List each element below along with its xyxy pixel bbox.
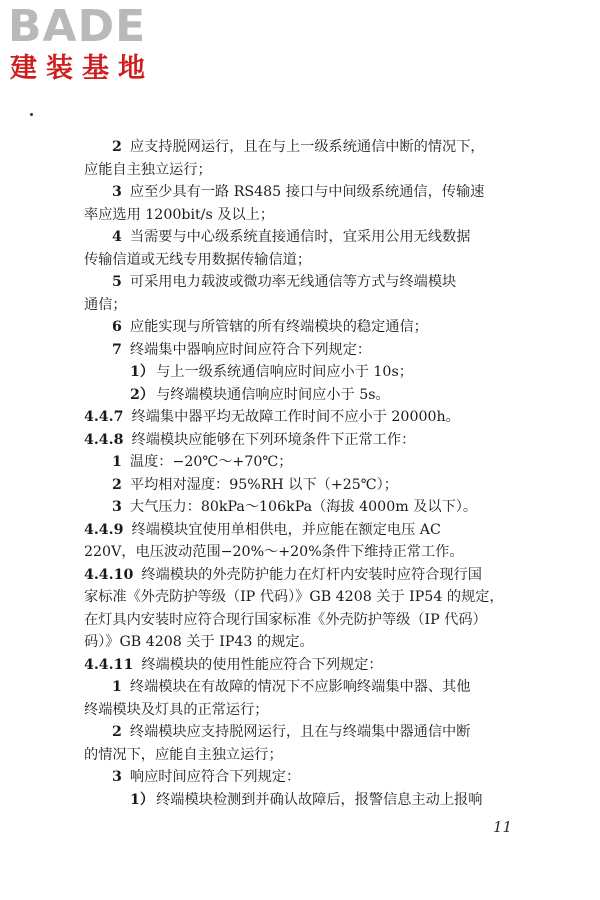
text-line — [84, 226, 530, 249]
line-text: 220V，电压波动范围−20%～+20%条件下维持正常工作。 — [84, 544, 464, 560]
text-line — [84, 586, 530, 609]
text-line — [84, 406, 530, 429]
clause-number: 4.4.7 — [84, 409, 124, 425]
text-line — [84, 384, 530, 407]
document-body — [84, 136, 530, 811]
text-line — [84, 699, 530, 722]
text-line — [84, 294, 530, 317]
clause-number: 4.4.10 — [84, 566, 134, 583]
line-text: 应能实现与所管辖的所有终端模块的稳定通信； — [129, 319, 428, 335]
line-text: 终端集中器平均无故障工作时间不应小于 20000h。 — [131, 409, 460, 425]
text-line — [84, 159, 530, 182]
line-text: 平均相对湿度：95%RH 以下（+25℃）； — [129, 476, 398, 493]
line-text: 当需要与中心级系统直接通信时，宜采用公用无线数据 — [129, 229, 471, 245]
text-line — [84, 249, 530, 272]
line-text: 应至少具有一路 RS485 接口与中间级系统通信，传输速 — [129, 184, 485, 200]
item-number: 2 — [112, 724, 122, 740]
line-text: 率应选用 1200bit/s 及以上； — [84, 206, 275, 223]
clause-number: 4.4.11 — [84, 656, 134, 673]
line-text: 与终端模块通信响应时间应小于 5s。 — [156, 386, 390, 403]
item-number: 7 — [112, 341, 122, 358]
logo — [8, 1, 178, 86]
item-number: 3 — [112, 184, 122, 200]
text-line — [84, 451, 530, 474]
line-text: 可采用电力载波或微功率无线通信等方式与终端模块 — [129, 274, 457, 290]
text-line — [84, 609, 530, 632]
line-text: 终端模块及灯具的正常运行； — [84, 701, 269, 718]
item-number: 2 — [112, 139, 122, 155]
line-text: 的情况下，应能自主独立运行； — [84, 746, 283, 763]
text-line — [84, 361, 530, 384]
line-text: 应能自主独立运行； — [84, 161, 212, 178]
item-number: 1） — [130, 791, 155, 808]
logo-text-en: BADE — [8, 1, 147, 52]
line-text: 终端模块在有故障的情况下不应影响终端集中器、其他 — [129, 679, 471, 695]
line-text: 终端集中器响应时间应符合下列规定： — [129, 341, 372, 358]
page-number: 11 — [493, 818, 513, 836]
line-text: 传输信道或无线专用数据传输信道； — [84, 251, 312, 268]
item-number: 3 — [112, 499, 122, 515]
clause-number: 4.4.8 — [84, 431, 124, 448]
text-line — [84, 271, 530, 294]
text-line — [84, 541, 530, 564]
item-number: 5 — [112, 274, 122, 290]
line-text: 响应时间应符合下列规定： — [129, 769, 301, 785]
scan-dot — [30, 113, 33, 116]
text-line — [84, 631, 530, 654]
text-line — [84, 339, 530, 362]
text-line — [84, 496, 530, 519]
line-text: 温度：−20℃～+70℃； — [129, 454, 293, 470]
text-line — [84, 204, 530, 227]
line-text: 与上一级系统通信响应时间应小于 10s； — [156, 364, 413, 380]
line-text: 码）》GB 4208 关于 IP43 的规定。 — [84, 634, 314, 650]
item-number: 2） — [130, 386, 155, 403]
text-line — [84, 789, 530, 812]
text-line — [84, 429, 530, 452]
text-line — [84, 721, 530, 744]
item-number: 1 — [112, 454, 122, 470]
clause-number: 4.4.9 — [84, 521, 124, 538]
line-text: 通信； — [84, 296, 127, 313]
text-line — [84, 766, 530, 789]
item-number: 3 — [112, 769, 122, 785]
item-number: 4 — [112, 229, 122, 245]
text-line — [84, 316, 530, 339]
line-text: 应支持脱网运行，且在与上一级系统通信中断的情况下， — [129, 139, 485, 155]
line-text: 在灯具内安装时应符合现行国家标准《外壳防护等级（IP 代码） — [84, 611, 487, 628]
text-line — [84, 136, 530, 159]
text-line — [84, 474, 530, 497]
line-text: 大气压力：80kPa～106kPa（海拔 4000m 及以下）。 — [129, 499, 478, 515]
text-line — [84, 181, 530, 204]
text-line — [84, 654, 530, 677]
line-text: 终端模块检测到并确认故障后，报警信息主动上报响 — [156, 791, 483, 808]
line-text: 终端模块的使用性能应符合下列规定： — [141, 656, 383, 673]
item-number: 6 — [112, 319, 122, 335]
text-line — [84, 519, 530, 542]
line-text: 终端模块宜使用单相供电，并应能在额定电压 AC — [131, 521, 441, 538]
logo-text-cn: 建装基地 — [10, 53, 154, 84]
line-text: 家标准《外壳防护等级（IP 代码）》GB 4208 关于 IP54 的规定， — [84, 589, 504, 605]
line-text: 终端模块应能够在下列环境条件下正常工作： — [131, 431, 416, 448]
item-number: 1） — [130, 364, 155, 380]
item-number: 1 — [112, 679, 122, 695]
text-line — [84, 564, 530, 587]
line-text: 终端模块应支持脱网运行，且在与终端集中器通信中断 — [129, 724, 471, 740]
text-line — [84, 744, 530, 767]
line-text: 终端模块的外壳防护能力在灯杆内安装时应符合现行国 — [141, 566, 482, 583]
item-number: 2 — [112, 476, 122, 493]
text-line — [84, 676, 530, 699]
